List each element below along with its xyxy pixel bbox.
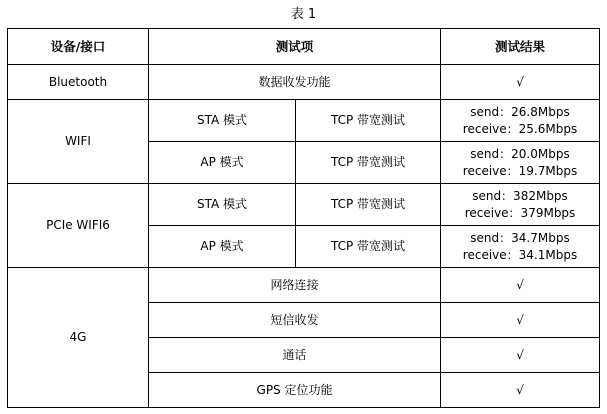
send-value: send：382Mbps: [472, 188, 568, 203]
mode-pcie-sta: STA 模式: [149, 184, 296, 226]
item-4g-sms: 短信收发: [149, 303, 441, 338]
result-bluetooth: √: [441, 65, 600, 100]
test-wifi-sta: TCP 带宽测试: [296, 100, 441, 142]
header-result: 测试结果: [441, 29, 600, 65]
table-row-4g-network: [8, 268, 600, 303]
item-4g-gps: GPS 定位功能: [149, 373, 441, 408]
device-4g: 4G: [8, 268, 149, 408]
receive-value: receive：379Mbps: [464, 205, 576, 220]
table-caption: 表 1: [290, 7, 317, 22]
header-test-item: 测试项: [149, 29, 441, 65]
send-value: send：20.0Mbps: [470, 146, 570, 161]
receive-value: receive：34.1Mbps: [462, 247, 578, 262]
device-pcie-wifi6: PCIe WIFI6: [8, 184, 149, 268]
test-pcie-sta: TCP 带宽测试: [296, 184, 441, 226]
device-wifi: WIFI: [8, 100, 149, 184]
device-bluetooth: Bluetooth: [8, 65, 149, 100]
result-wifi-ap: [441, 142, 600, 184]
table-row-bluetooth: [8, 65, 600, 100]
mode-pcie-ap: AP 模式: [149, 226, 296, 268]
result-pcie-ap: [441, 226, 600, 268]
item-4g-network: 网络连接: [149, 268, 441, 303]
result-wifi-sta: [441, 100, 600, 142]
item-4g-call: 通话: [149, 338, 441, 373]
test-pcie-ap: TCP 带宽测试: [296, 226, 441, 268]
send-value: send：34.7Mbps: [470, 230, 570, 245]
table-row-pcie-sta: [8, 184, 600, 226]
table-row-wifi-sta: [8, 100, 600, 142]
result-4g-gps: √: [441, 373, 600, 408]
result-4g-network: √: [441, 268, 600, 303]
table-header-row: [8, 29, 600, 65]
header-device: 设备/接口: [8, 29, 149, 65]
result-4g-call: √: [441, 338, 600, 373]
result-4g-sms: √: [441, 303, 600, 338]
receive-value: receive：25.6Mbps: [462, 121, 578, 136]
receive-value: receive：19.7Mbps: [462, 163, 578, 178]
mode-wifi-sta: STA 模式: [149, 100, 296, 142]
result-pcie-sta: [441, 184, 600, 226]
mode-wifi-ap: AP 模式: [149, 142, 296, 184]
test-wifi-ap: TCP 带宽测试: [296, 142, 441, 184]
item-bluetooth: 数据收发功能: [149, 65, 441, 100]
send-value: send：26.8Mbps: [470, 104, 570, 119]
test-results-table: [7, 28, 600, 408]
